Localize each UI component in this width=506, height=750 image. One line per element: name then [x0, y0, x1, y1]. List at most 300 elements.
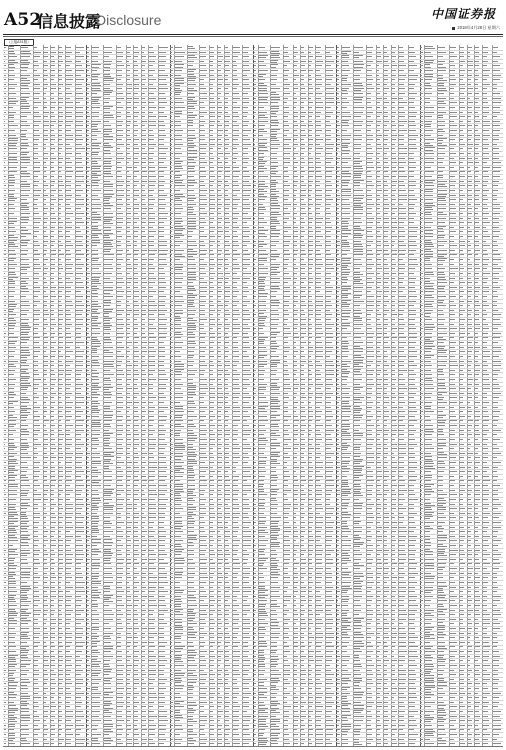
cell-text [4, 319, 6, 320]
cell-text [283, 107, 289, 108]
cell-text [483, 102, 489, 103]
cell-text [293, 231, 298, 232]
cell-text [301, 411, 305, 412]
cell-text [271, 92, 276, 93]
cell-text [8, 121, 14, 122]
cell-text [58, 324, 61, 325]
cell-text [392, 324, 395, 325]
cell-text [243, 61, 250, 62]
cell-text [316, 130, 322, 131]
cell-text [51, 254, 56, 255]
cell-text [301, 222, 305, 223]
cell-text [200, 162, 207, 163]
cell-text [293, 407, 297, 408]
cell-text [384, 305, 387, 306]
cell-text [43, 310, 48, 311]
cell-text [76, 282, 83, 283]
cell-text [475, 222, 479, 223]
cell-text [175, 374, 182, 375]
cell-text [425, 230, 433, 231]
cell-text [142, 88, 147, 89]
cell-text [399, 227, 404, 228]
cell-text [76, 296, 83, 297]
cell-text [159, 204, 166, 205]
cell-text [483, 153, 490, 154]
cell-text [8, 162, 18, 163]
cell-text [8, 51, 14, 52]
cell-text [200, 282, 207, 283]
cell-text [301, 148, 305, 149]
cell-text [243, 310, 249, 311]
cell-text [51, 84, 56, 85]
cell-text [210, 314, 213, 315]
cell-text [218, 388, 222, 389]
cell-text [142, 213, 146, 214]
cell-text [293, 397, 296, 398]
cell-text [301, 112, 306, 113]
cell-text [483, 250, 488, 251]
cell-text [188, 290, 196, 291]
cell-text [384, 351, 387, 352]
cell-text [127, 70, 130, 71]
cell-text [342, 167, 352, 168]
cell-text [316, 144, 320, 145]
cell-text [149, 241, 153, 242]
cell-text [92, 124, 98, 125]
cell-text [104, 259, 112, 260]
cell-text [225, 88, 228, 89]
cell-text [4, 208, 6, 209]
cell-text [271, 397, 278, 398]
cell-text [493, 241, 498, 242]
cell-text [308, 250, 313, 251]
cell-text [200, 397, 204, 398]
cell-text [271, 230, 280, 231]
cell-text [283, 236, 290, 237]
cell-text [104, 176, 113, 177]
cell-text [104, 235, 109, 236]
cell-text [425, 83, 430, 84]
cell-text [460, 287, 463, 288]
cell-text [243, 107, 248, 108]
cell-text [51, 420, 54, 421]
cell-text [149, 379, 155, 380]
cell-text [21, 162, 31, 163]
cell-text [33, 374, 38, 375]
cell-text [104, 296, 113, 297]
cell-text [225, 148, 228, 149]
cell-text [460, 61, 465, 62]
cell-text [354, 207, 363, 208]
cell-text [87, 199, 88, 200]
cell-text [76, 190, 83, 191]
cell-text [301, 190, 306, 191]
cell-text [200, 241, 204, 242]
cell-text [149, 365, 155, 366]
cell-text [21, 420, 26, 421]
cell-text [342, 304, 351, 305]
cell-text [354, 360, 363, 361]
cell-text [283, 148, 290, 149]
cell-text [175, 107, 184, 108]
cell-text [149, 52, 154, 53]
cell-text [283, 61, 289, 62]
cell-text [233, 310, 239, 311]
cell-text [8, 277, 17, 278]
cell-text [326, 361, 333, 362]
cell-text [225, 56, 230, 57]
cell-text [218, 296, 222, 297]
cell-text [493, 273, 500, 274]
cell-text [316, 245, 322, 246]
cell-text [384, 93, 387, 94]
cell-text [175, 166, 182, 167]
cell-text [66, 135, 73, 136]
cell-text [149, 310, 157, 311]
cell-text [92, 406, 99, 407]
cell-text [293, 296, 298, 297]
cell-text [342, 107, 348, 108]
cell-text [301, 301, 305, 302]
cell-text [308, 56, 312, 57]
cell-text [170, 296, 172, 297]
cell-text [326, 144, 334, 145]
cell-text [210, 287, 214, 288]
cell-text [127, 291, 131, 292]
cell-text [308, 351, 312, 352]
cell-text [142, 416, 145, 417]
cell-text [134, 245, 137, 246]
cell-text [233, 52, 240, 53]
cell-text [200, 236, 207, 237]
cell-text [51, 93, 55, 94]
cell-text [142, 116, 145, 117]
cell-text [87, 291, 89, 292]
cell-text [233, 98, 240, 99]
cell-text [271, 267, 279, 268]
cell-text [377, 370, 382, 371]
cell-text [218, 84, 223, 85]
cell-text [117, 314, 123, 315]
cell-text [460, 402, 463, 403]
cell-text [210, 411, 213, 412]
cell-text [76, 407, 81, 408]
cell-text [142, 245, 147, 246]
cell-text [367, 70, 372, 71]
cell-text [92, 152, 99, 153]
cell-text [301, 296, 306, 297]
cell-text [21, 230, 28, 231]
cell-text [134, 130, 138, 131]
cell-text [142, 148, 146, 149]
cell-text [58, 167, 61, 168]
cell-text [159, 222, 164, 223]
cell-text [293, 153, 298, 154]
cell-text [76, 144, 82, 145]
cell-text [438, 346, 446, 347]
cell-text [92, 387, 101, 388]
cell-text [425, 135, 431, 136]
cell-text [399, 254, 404, 255]
cell-text [66, 125, 71, 126]
cell-text [367, 397, 371, 398]
cell-text [468, 158, 472, 159]
cell-text [468, 176, 473, 177]
cell-text [33, 167, 40, 168]
cell-text [450, 112, 457, 113]
cell-text [337, 374, 339, 375]
cell-text [4, 75, 7, 76]
cell-text [142, 153, 147, 154]
cell-text [392, 273, 396, 274]
cell-text [460, 420, 463, 421]
cell-text [308, 88, 312, 89]
cell-text [159, 278, 164, 279]
cell-text [170, 397, 171, 398]
cell-text [134, 305, 138, 306]
cell-text [493, 397, 499, 398]
cell-text [384, 342, 388, 343]
cell-text [188, 387, 196, 388]
cell-text [170, 88, 172, 89]
cell-text [58, 195, 63, 196]
cell-text [134, 227, 139, 228]
cell-text [175, 324, 181, 325]
cell-text [460, 264, 463, 265]
cell-text [200, 411, 205, 412]
cell-text [243, 102, 250, 103]
cell-text [175, 420, 183, 421]
cell-text [475, 379, 478, 380]
cell-text [460, 416, 465, 417]
cell-text [66, 374, 71, 375]
cell-text [392, 342, 395, 343]
cell-text [188, 272, 197, 273]
cell-text [354, 235, 363, 236]
cell-text [33, 79, 38, 80]
cell-text [149, 402, 153, 403]
cell-text [283, 158, 290, 159]
cell-text [58, 222, 63, 223]
cell-text [66, 208, 71, 209]
cell-text [127, 370, 131, 371]
cell-text [218, 204, 223, 205]
cell-text [438, 101, 444, 102]
cell-text [254, 148, 256, 149]
cell-text [483, 139, 488, 140]
cell-text [210, 361, 213, 362]
cell-text [460, 282, 465, 283]
cell-text [127, 347, 130, 348]
cell-text [258, 337, 268, 338]
cell-text [450, 52, 454, 53]
cell-text [43, 199, 46, 200]
cell-text [308, 333, 312, 334]
cell-text [21, 56, 30, 57]
cell-text [117, 227, 123, 228]
cell-text [104, 194, 113, 195]
cell-text [483, 314, 487, 315]
cell-text [271, 217, 278, 218]
cell-text [438, 250, 448, 251]
cell-text [399, 402, 404, 403]
cell-text [438, 411, 444, 412]
cell-text [142, 273, 146, 274]
cell-text [425, 272, 433, 273]
cell-text [475, 282, 478, 283]
cell-text [316, 264, 323, 265]
cell-text [354, 287, 363, 288]
cell-text [460, 181, 464, 182]
cell-text [483, 181, 488, 182]
cell-text [21, 373, 29, 374]
cell-text [367, 167, 374, 168]
cell-text [243, 236, 250, 237]
cell-text [76, 365, 83, 366]
cell-text [399, 61, 404, 62]
cell-text [233, 84, 240, 85]
cell-text [225, 227, 229, 228]
cell-text [159, 384, 166, 385]
cell-text [420, 411, 423, 412]
cell-text [367, 61, 373, 62]
cell-text [175, 98, 182, 99]
cell-text [4, 70, 6, 71]
cell-text [326, 171, 332, 172]
cell-text [337, 199, 339, 200]
cell-text [200, 153, 206, 154]
cell-text [43, 79, 47, 80]
cell-text [337, 301, 339, 302]
cell-text [243, 361, 250, 362]
cell-text [4, 204, 6, 205]
cell-text [159, 231, 164, 232]
cell-text [159, 411, 163, 412]
cell-text [76, 420, 84, 421]
cell-text [243, 296, 248, 297]
cell-text [483, 93, 487, 94]
cell-text [51, 70, 55, 71]
cell-text [200, 347, 206, 348]
cell-text [142, 324, 146, 325]
cell-text [438, 153, 446, 154]
cell-text [142, 333, 145, 334]
cell-text [420, 139, 422, 140]
cell-text [159, 162, 164, 163]
cell-text [308, 167, 313, 168]
cell-text [337, 393, 339, 394]
cell-text [420, 319, 422, 320]
cell-text [142, 190, 145, 191]
cell-text [4, 273, 6, 274]
cell-text [149, 116, 155, 117]
cell-text [92, 64, 101, 65]
cell-text [399, 158, 405, 159]
cell-text [225, 291, 230, 292]
cell-text [51, 65, 55, 66]
cell-text [326, 185, 332, 186]
cell-text [475, 416, 480, 417]
cell-text [384, 65, 389, 66]
cell-text [399, 356, 406, 357]
cell-text [170, 102, 172, 103]
cell-text [438, 291, 446, 292]
cell-text [51, 208, 54, 209]
cell-text [308, 162, 313, 163]
cell-text [399, 365, 404, 366]
cell-text [142, 107, 146, 108]
cell-text [308, 70, 313, 71]
cell-text [308, 342, 311, 343]
cell-text [134, 296, 139, 297]
cell-text [21, 360, 27, 361]
cell-text [218, 236, 221, 237]
cell-text [21, 171, 27, 172]
cell-text [460, 213, 463, 214]
cell-text [425, 195, 432, 196]
cell-text [438, 212, 444, 213]
cell-text [66, 296, 71, 297]
cell-text [92, 166, 101, 167]
cell-text [293, 287, 296, 288]
cell-text [254, 384, 255, 385]
cell-text [271, 406, 281, 407]
cell-text [483, 420, 489, 421]
cell-text [104, 134, 109, 135]
cell-text [308, 231, 313, 232]
cell-text [316, 162, 321, 163]
cell-text [293, 268, 298, 269]
cell-text [149, 107, 156, 108]
cell-text [21, 369, 28, 370]
cell-text [117, 231, 121, 232]
cell-text [367, 356, 374, 357]
cell-text [384, 125, 387, 126]
cell-text [33, 301, 40, 302]
cell-text [210, 162, 213, 163]
cell-text [218, 144, 223, 145]
cell-text [409, 153, 414, 154]
cell-text [316, 148, 323, 149]
cell-text [283, 365, 288, 366]
cell-text [225, 388, 228, 389]
cell-text [66, 98, 70, 99]
cell-text [134, 139, 139, 140]
cell-text [200, 98, 207, 99]
cell-text [104, 370, 109, 371]
cell-text [43, 351, 46, 352]
cell-text [271, 55, 279, 56]
cell-text [170, 93, 172, 94]
cell-text [271, 102, 278, 103]
cell-text [337, 47, 339, 48]
cell-text [450, 135, 456, 136]
cell-text [392, 88, 395, 89]
cell-text [399, 361, 404, 362]
cell-text [87, 135, 89, 136]
cell-text [392, 167, 396, 168]
cell-text [483, 190, 489, 191]
cell-text [438, 397, 445, 398]
table-rows [3, 45, 503, 746]
cell-text [271, 75, 277, 76]
cell-text [399, 296, 406, 297]
cell-text [170, 218, 172, 219]
cell-text [468, 139, 472, 140]
cell-text [87, 254, 89, 255]
cell-text [392, 185, 397, 186]
cell-text [21, 323, 28, 324]
